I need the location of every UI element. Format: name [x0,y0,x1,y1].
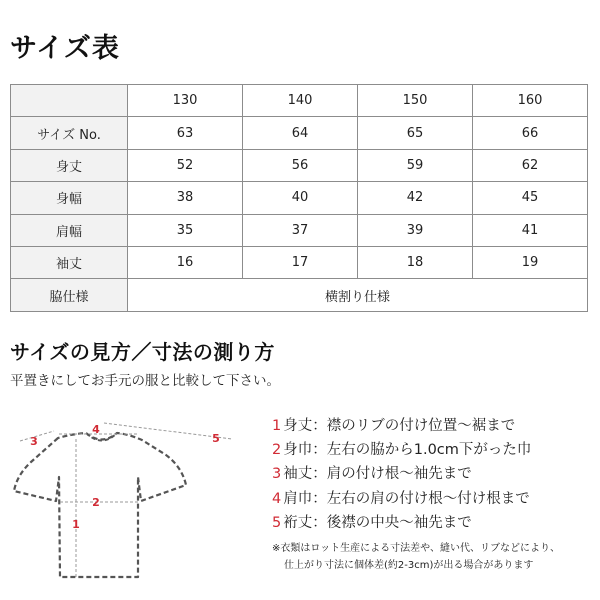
header-cell: 150 [358,85,473,117]
table-cell: 45 [473,182,588,214]
legend-text: 裄丈：後襟の中央～袖先まで [283,514,472,531]
marker-1: 1 [72,518,80,531]
row-label: 身丈 [11,149,128,181]
lead-text: 平置きにしてお手元の服と比較して下さい。 [10,373,280,389]
table-cell: 62 [473,149,588,181]
table-row [11,182,588,214]
row-label: 身幅 [11,182,128,214]
legend-number: 2 [272,442,282,459]
table-cell: 66 [473,117,588,149]
table-cell: 18 [358,246,473,278]
table-cell: 37 [243,214,358,246]
table-cell: 41 [473,214,588,246]
table-row [11,214,588,246]
row-label: サイズ No. [11,117,128,149]
table-cell: 63 [128,117,243,149]
legend-text: 身巾：左右の脇から1.0cm下がった巾 [283,442,532,459]
table-cell: 38 [128,182,243,214]
table-cell: 35 [128,214,243,246]
marker-2: 2 [92,496,100,509]
legend-text: 袖丈：肩の付け根～袖先まで [283,466,472,483]
table-cell: 65 [358,117,473,149]
row-label: 脇仕様 [11,279,128,311]
marker-5: 5 [212,432,220,445]
table-cell: 52 [128,149,243,181]
table-cell: 39 [358,214,473,246]
legend-text: 肩巾：左右の肩の付け根～付け根まで [283,490,530,507]
header-cell: 140 [243,85,358,117]
table-cell: 19 [473,246,588,278]
legend-item [272,462,531,486]
size-table [10,84,588,312]
table-row [11,279,588,311]
guide-lines [20,423,232,577]
table-row [11,117,588,149]
table-header-row [11,85,588,117]
header-cell: 160 [473,85,588,117]
size-note [272,541,560,574]
section-title: サイズの見方／寸法の測り方 [10,340,275,364]
marker-3: 3 [30,435,38,448]
tshirt-outline [14,433,186,577]
page-title: サイズ表 [10,33,120,64]
row-label: 袖丈 [11,246,128,278]
table-cell: 17 [243,246,358,278]
table-corner-cell [11,85,128,117]
legend-item [272,438,531,462]
legend-number: 5 [272,514,282,531]
tshirt-diagram [0,405,262,600]
table-cell: 56 [243,149,358,181]
table-row [11,246,588,278]
table-cell: 40 [243,182,358,214]
table-cell: 59 [358,149,473,181]
legend-number: 4 [272,490,282,507]
marker-4: 4 [92,423,100,436]
legend-number: 3 [272,466,282,483]
legend-item [272,511,531,535]
measurement-legend [272,414,531,535]
table-cell: 42 [358,182,473,214]
table-cell: 16 [128,246,243,278]
table-cell: 横割り仕様 [128,279,588,311]
legend-number: 1 [272,418,282,434]
table-row [11,149,588,181]
note-line-1: ※衣類はロット生産による寸法差や、縫い代、リブなどにより、 [272,543,560,554]
legend-item [272,487,531,511]
table-cell: 64 [243,117,358,149]
legend-item [272,414,531,438]
note-line-2: 仕上がり寸法に個体差(約2-3cm)が出る場合があります [284,559,534,571]
legend-text: 身丈：襟のリブの付け位置～裾まで [283,418,516,434]
row-label: 肩幅 [11,214,128,246]
header-cell: 130 [128,85,243,117]
